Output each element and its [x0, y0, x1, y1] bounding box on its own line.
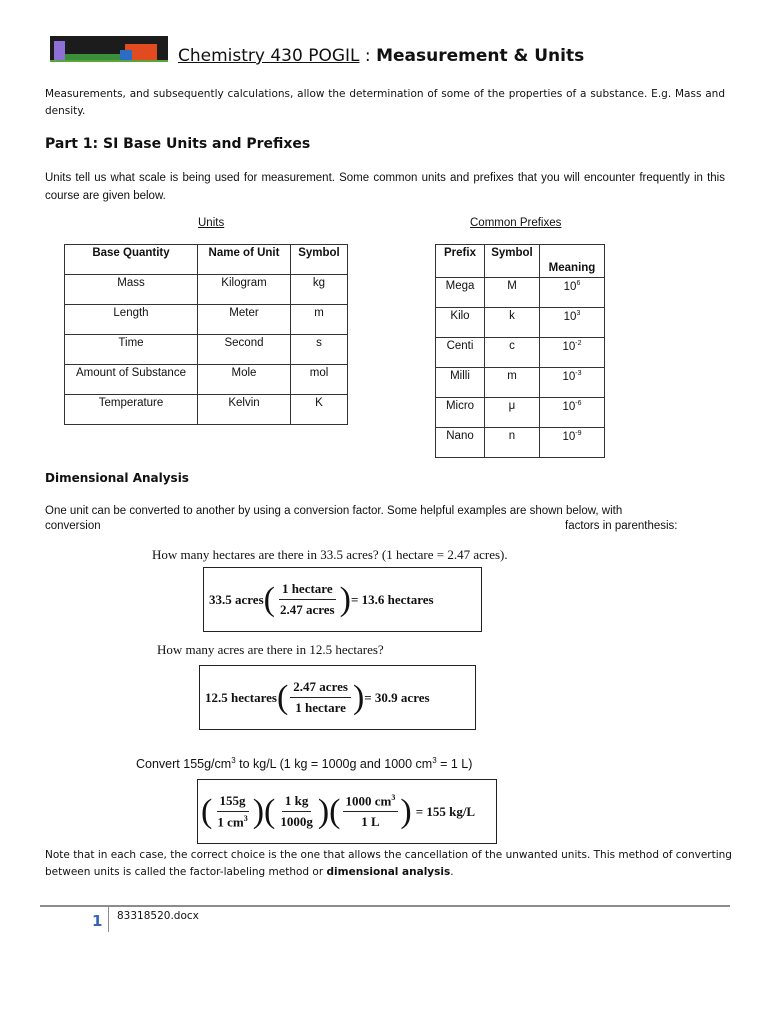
- note-text: Note that in each case, the correct choice is the one that allows the cancellation of the unwanted units. This method of converting between units is called the factor-labeling method or: [45, 849, 732, 878]
- left-paren: (: [264, 792, 276, 830]
- example2-fraction: [290, 679, 351, 716]
- f2-denominator: 1000g: [280, 814, 313, 829]
- f1-den-sup: 3: [243, 813, 248, 823]
- table-cell: μ: [485, 398, 540, 428]
- f3-num-text: 1000 cm: [345, 793, 392, 809]
- meaning-base: 10: [562, 430, 576, 443]
- meaning-base: 10: [563, 280, 577, 293]
- example3-result: = 155 kg/L: [415, 803, 476, 819]
- table-cell: k: [485, 308, 540, 338]
- table-cell: [540, 308, 605, 338]
- f1-denominator: [214, 812, 250, 830]
- table-row: [436, 308, 605, 338]
- example2-equation: [199, 665, 476, 730]
- table-cell: Mass: [65, 275, 198, 305]
- left-paren: (: [263, 580, 275, 618]
- table-cell: Kelvin: [198, 395, 291, 425]
- right-paren: ): [339, 580, 351, 618]
- table-cell: K: [291, 395, 348, 425]
- meaning-exponent: -9: [575, 430, 582, 437]
- example1-numerator: 1 hectare: [279, 581, 336, 600]
- q3-sup2: 3: [432, 756, 437, 765]
- meaning-base: 10: [562, 370, 576, 383]
- table-cell: [540, 278, 605, 308]
- q3-part2: to kg/L (1 kg = 1000g and 1000 cm: [235, 757, 433, 772]
- example1-given: 33.5 acres: [209, 591, 264, 607]
- table-cell: Centi: [436, 338, 485, 368]
- meaning-base: 10: [562, 340, 576, 353]
- example2-denominator: 1 hectare: [295, 700, 346, 715]
- meaning-base: 10: [563, 310, 577, 323]
- right-paren: ): [352, 678, 365, 716]
- units-caption: Units: [198, 217, 225, 229]
- table-cell: [540, 428, 605, 458]
- f3-denominator: 1 L: [361, 814, 380, 830]
- table-cell: [540, 398, 605, 428]
- table-cell: c: [485, 338, 540, 368]
- right-paren: ): [252, 792, 265, 830]
- prefix-header-cell: Symbol: [485, 245, 540, 278]
- units-header-cell: Base Quantity: [65, 245, 198, 275]
- meaning-base: 10: [562, 400, 576, 413]
- example1-denominator: 2.47 acres: [279, 602, 335, 617]
- units-table: [64, 244, 348, 425]
- meaning-exponent: -6: [575, 400, 582, 407]
- example2-result: = 30.9 acres: [364, 689, 430, 705]
- table-cell: Mega: [436, 278, 485, 308]
- title-separator: :: [359, 46, 377, 66]
- table-cell: [540, 368, 605, 398]
- table-cell: s: [291, 335, 348, 365]
- table-row: [436, 368, 605, 398]
- table-row: [65, 305, 348, 335]
- table-cell: n: [485, 428, 540, 458]
- example3-question: [136, 756, 472, 771]
- left-paren: (: [329, 792, 341, 830]
- example2-given: 12.5 hectares: [205, 689, 277, 705]
- q3-part3: = 1 L): [436, 757, 473, 772]
- table-cell: Amount of Substance: [65, 365, 198, 395]
- note-bold: dimensional analysis: [326, 866, 451, 878]
- table-row: [436, 278, 605, 308]
- right-paren: ): [317, 792, 330, 830]
- units-header-cell: Name of Unit: [198, 245, 291, 275]
- course-logo: [50, 36, 168, 62]
- table-cell: Time: [65, 335, 198, 365]
- table-cell: m: [291, 305, 348, 335]
- example3-equation: [197, 779, 497, 844]
- dimensional-paragraph-cont: conversion: [45, 520, 101, 532]
- dimensional-paragraph-end: factors in parenthesis:: [565, 520, 678, 532]
- f3-numerator: [343, 793, 399, 812]
- intro-paragraph: Measurements, and subsequently calculations, allow the determination of some of the properties of a substance. E.g. Mass and density.: [45, 88, 725, 117]
- table-cell: Micro: [436, 398, 485, 428]
- prefix-table: [435, 244, 605, 458]
- meaning-exponent: -2: [575, 340, 582, 347]
- example1-fraction: [277, 581, 338, 618]
- table-cell: Nano: [436, 428, 485, 458]
- q3-sup1: 3: [231, 756, 236, 765]
- topic-name: Measurement & Units: [376, 46, 585, 66]
- table-cell: mol: [291, 365, 348, 395]
- table-cell: Kilogram: [198, 275, 291, 305]
- example3-fraction1: [214, 793, 250, 830]
- table-cell: M: [485, 278, 540, 308]
- prefix-header-row: [436, 245, 605, 278]
- table-cell: Second: [198, 335, 291, 365]
- table-row: [436, 428, 605, 458]
- table-cell: [540, 338, 605, 368]
- example1-equation: [203, 567, 482, 632]
- example2-question: How many acres are there in 12.5 hectares?: [157, 642, 384, 657]
- meaning-exponent: 3: [576, 310, 581, 317]
- q3-part1: Convert 155g/cm: [136, 757, 232, 772]
- table-row: [65, 395, 348, 425]
- example2-numerator: 2.47 acres: [290, 679, 351, 698]
- units-header-cell: Symbol: [291, 245, 348, 275]
- example3-fraction3: [343, 793, 399, 830]
- units-header-row: [65, 245, 348, 275]
- table-row: [65, 275, 348, 305]
- table-row: [436, 398, 605, 428]
- table-cell: Temperature: [65, 395, 198, 425]
- table-row: [436, 338, 605, 368]
- table-cell: Milli: [436, 368, 485, 398]
- course-name: Chemistry 430 POGIL: [178, 46, 360, 66]
- f1-numerator: 155g: [217, 793, 249, 812]
- page-number: 1: [92, 912, 103, 930]
- table-row: [65, 335, 348, 365]
- dimensional-heading: Dimensional Analysis: [45, 471, 189, 485]
- footer-rule: [40, 905, 730, 907]
- part1-paragraph: Units tell us what scale is being used for measurement. Some common units and prefixes that you will encounter frequently in this course are given below.: [45, 172, 725, 202]
- prefixes-caption: Common Prefixes: [470, 217, 562, 229]
- table-cell: Length: [65, 305, 198, 335]
- left-paren: (: [201, 792, 213, 830]
- example3-fraction2: [277, 793, 316, 830]
- table-cell: m: [485, 368, 540, 398]
- table-cell: Kilo: [436, 308, 485, 338]
- f1-den-text: 1 cm: [217, 814, 244, 830]
- example1-question: How many hectares are there in 33.5 acres? (1 hectare = 2.47 acres).: [152, 547, 508, 562]
- note-end: .: [450, 866, 454, 878]
- meaning-exponent: -3: [575, 370, 582, 377]
- table-row: [65, 365, 348, 395]
- table-cell: Mole: [198, 365, 291, 395]
- meaning-exponent: 6: [576, 280, 581, 287]
- f2-numerator: 1 kg: [282, 793, 311, 812]
- table-cell: Meter: [198, 305, 291, 335]
- right-paren: ): [400, 792, 412, 830]
- dimensional-paragraph: One unit can be converted to another by using a conversion factor. Some helpful examples are shown below, with: [45, 505, 623, 517]
- prefix-header-cell: Prefix: [436, 245, 485, 278]
- f3-num-sup: 3: [391, 792, 396, 802]
- table-cell: kg: [291, 275, 348, 305]
- footer-filename: 83318520.docx: [117, 910, 199, 922]
- example1-result: = 13.6 hectares: [350, 591, 434, 607]
- prefix-header-cell: Meaning: [540, 245, 605, 278]
- page-title: [178, 46, 584, 66]
- note-paragraph: [45, 847, 735, 881]
- part1-heading: Part 1: SI Base Units and Prefixes: [45, 136, 311, 152]
- footer-separator: [108, 905, 109, 932]
- left-paren: (: [276, 678, 289, 716]
